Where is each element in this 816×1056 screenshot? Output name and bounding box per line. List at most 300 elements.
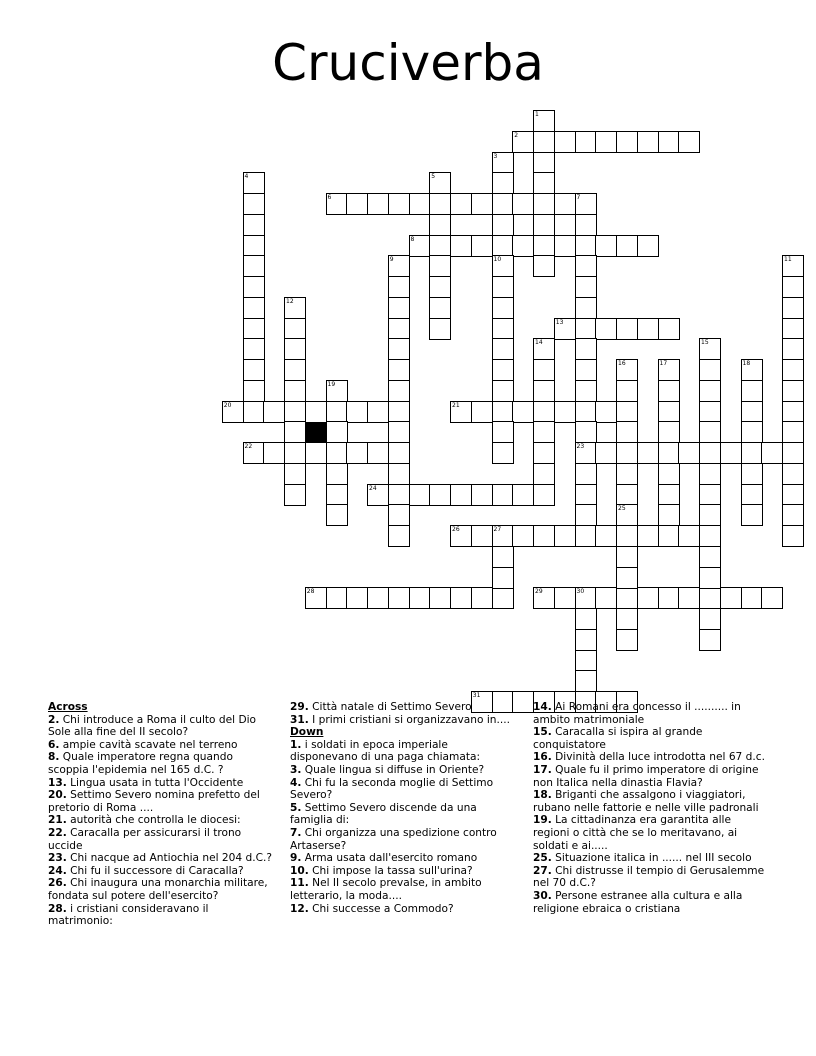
grid-cell[interactable] (388, 504, 410, 526)
grid-cell[interactable] (492, 442, 514, 464)
grid-cell[interactable] (595, 131, 617, 153)
grid-cell[interactable] (575, 338, 597, 360)
clue-number: 1. (290, 738, 302, 751)
grid-cell[interactable] (533, 255, 555, 277)
grid-cell[interactable] (346, 401, 368, 423)
grid-cell[interactable] (450, 235, 472, 257)
grid-cell[interactable] (492, 401, 514, 423)
grid-cell[interactable] (575, 214, 597, 236)
grid-cell[interactable] (533, 172, 555, 194)
grid-cell[interactable] (367, 442, 389, 464)
grid-cell[interactable] (595, 318, 617, 340)
grid-cell[interactable] (367, 193, 389, 215)
grid-cell[interactable] (616, 359, 638, 381)
grid-cell[interactable] (243, 297, 265, 319)
grid-cell[interactable] (699, 463, 721, 485)
grid-cell[interactable] (492, 318, 514, 340)
grid-cell[interactable] (658, 484, 680, 506)
grid-cell[interactable] (512, 401, 534, 423)
grid-cell[interactable] (637, 442, 659, 464)
grid-cell[interactable] (637, 525, 659, 547)
clue-number: 25 (618, 505, 626, 513)
grid-cell[interactable] (492, 255, 514, 277)
grid-cell[interactable] (741, 421, 763, 443)
grid-cell[interactable] (616, 318, 638, 340)
clue-number: 9. (290, 852, 302, 865)
grid-cell[interactable] (616, 442, 638, 464)
grid-cell[interactable] (492, 172, 514, 194)
grid-cell[interactable] (575, 670, 597, 692)
grid-cell[interactable] (616, 131, 638, 153)
grid-cell[interactable] (429, 214, 451, 236)
grid-cell[interactable] (575, 297, 597, 319)
grid-cell[interactable] (637, 318, 659, 340)
grid-cell[interactable] (575, 650, 597, 672)
grid-cell[interactable] (595, 587, 617, 609)
grid-cell[interactable] (263, 442, 285, 464)
grid-cell[interactable] (450, 484, 472, 506)
grid-cell[interactable] (616, 401, 638, 423)
grid-cell[interactable] (284, 380, 306, 402)
grid-cell[interactable] (575, 463, 597, 485)
clue-item (533, 890, 769, 915)
grid-cell[interactable] (492, 546, 514, 568)
clue-number: 3. (290, 763, 302, 776)
grid-cell[interactable] (575, 608, 597, 630)
clue-number: 30. (533, 889, 552, 902)
grid-cell[interactable] (533, 484, 555, 506)
grid-cell[interactable] (699, 587, 721, 609)
clue-number: 14 (535, 339, 543, 347)
grid-cell[interactable] (471, 235, 493, 257)
grid-cell[interactable] (388, 297, 410, 319)
clue-item (533, 764, 769, 789)
grid-cell[interactable] (575, 629, 597, 651)
grid-cell[interactable] (243, 338, 265, 360)
clue-number: 19 (327, 380, 336, 388)
clue-number: 29 (535, 588, 543, 596)
grid-cell[interactable] (616, 629, 638, 651)
grid-cell[interactable] (616, 463, 638, 485)
grid-cell[interactable] (471, 401, 493, 423)
grid-cell[interactable] (367, 587, 389, 609)
grid-cell[interactable] (305, 442, 327, 464)
grid-cell[interactable] (782, 318, 804, 340)
grid-cell[interactable] (388, 359, 410, 381)
grid-cell[interactable] (575, 318, 597, 340)
grid-cell[interactable] (699, 442, 721, 464)
clue-number: 6 (327, 194, 332, 201)
grid-cell[interactable] (284, 338, 306, 360)
grid-cell[interactable] (761, 587, 783, 609)
grid-cell[interactable] (616, 525, 638, 547)
grid-cell[interactable] (782, 525, 804, 547)
clue-number: 21 (452, 401, 460, 409)
grid-cell[interactable] (243, 276, 265, 298)
grid-cell[interactable] (637, 235, 659, 257)
grid-cell[interactable] (782, 401, 804, 423)
grid-cell[interactable] (554, 587, 576, 609)
grid-cell[interactable] (575, 255, 597, 277)
grid-cell[interactable] (741, 442, 763, 464)
clue-number: 11. (290, 877, 309, 890)
grid-cell[interactable] (699, 629, 721, 651)
grid-cell[interactable] (554, 401, 576, 423)
clue-number: 26. (48, 877, 67, 890)
grid-cell[interactable] (782, 484, 804, 506)
grid-cell[interactable] (450, 587, 472, 609)
grid-cell[interactable] (512, 193, 534, 215)
grid-cell[interactable] (243, 380, 265, 402)
grid-cell[interactable] (658, 504, 680, 526)
grid-cell[interactable] (575, 587, 597, 609)
clue-number: 31 (472, 692, 481, 699)
grid-cell[interactable] (554, 235, 576, 257)
grid-cell[interactable] (512, 131, 534, 153)
grid-cell[interactable] (699, 380, 721, 402)
clue-text: Caracalla si ispira al grande conquistatore (533, 726, 703, 751)
clue-text: autorità che controlla le diocesi: (66, 814, 241, 827)
clue-item (48, 877, 276, 902)
grid-cell[interactable] (699, 484, 721, 506)
grid-cell[interactable] (388, 380, 410, 402)
grid-cell[interactable] (533, 110, 555, 132)
grid-cell[interactable] (429, 587, 451, 609)
grid-cell[interactable] (699, 401, 721, 423)
clue-item (290, 852, 518, 865)
grid-cell[interactable] (575, 380, 597, 402)
grid-cell[interactable] (616, 484, 638, 506)
grid-cell[interactable] (409, 587, 431, 609)
grid-cell[interactable] (533, 463, 555, 485)
grid-cell[interactable] (429, 276, 451, 298)
grid-cell[interactable] (616, 608, 638, 630)
grid-cell[interactable] (326, 463, 348, 485)
grid-cell[interactable] (554, 131, 576, 153)
grid-cell[interactable] (699, 359, 721, 381)
grid-cell[interactable] (284, 421, 306, 443)
grid-cell[interactable] (243, 255, 265, 277)
grid-cell[interactable] (243, 442, 265, 464)
grid-cell[interactable] (533, 380, 555, 402)
grid-cell[interactable] (388, 193, 410, 215)
grid-cell[interactable] (782, 421, 804, 443)
grid-cell[interactable] (492, 235, 514, 257)
grid-cell[interactable] (658, 463, 680, 485)
grid-cell[interactable] (388, 484, 410, 506)
grid-cell[interactable] (782, 359, 804, 381)
grid-cell[interactable] (782, 463, 804, 485)
grid-cell[interactable] (512, 235, 534, 257)
clue-item (290, 865, 518, 878)
grid-cell[interactable] (429, 255, 451, 277)
grid-cell[interactable] (305, 587, 327, 609)
grid-cell[interactable] (367, 484, 389, 506)
grid-cell[interactable] (533, 235, 555, 257)
grid-cell[interactable] (782, 442, 804, 464)
grid-cell[interactable] (284, 359, 306, 381)
grid-cell[interactable] (263, 401, 285, 423)
clue-item (48, 789, 276, 814)
grid-cell[interactable] (450, 193, 472, 215)
grid-cell[interactable] (678, 442, 700, 464)
grid-cell[interactable] (720, 587, 742, 609)
grid-cell[interactable] (492, 338, 514, 360)
grid-cell[interactable] (471, 193, 493, 215)
grid-cell[interactable] (346, 587, 368, 609)
grid-cell[interactable] (471, 587, 493, 609)
grid-cell[interactable] (782, 276, 804, 298)
grid-cell[interactable] (450, 401, 472, 423)
grid-cell[interactable] (741, 401, 763, 423)
grid-cell[interactable] (575, 235, 597, 257)
clue-item (290, 877, 518, 902)
grid-cell[interactable] (595, 235, 617, 257)
grid-cell[interactable] (388, 401, 410, 423)
grid-cell[interactable] (678, 525, 700, 547)
grid-cell[interactable] (243, 214, 265, 236)
grid-cell[interactable] (367, 401, 389, 423)
grid-cell[interactable] (658, 131, 680, 153)
clue-text: Chi inaugura una monarchia militare, fondata sul potere dell'esercito? (48, 877, 268, 902)
grid-cell[interactable] (699, 567, 721, 589)
clue-text: Divinità della luce introdotta nel 67 d.c. (551, 751, 765, 764)
grid-cell[interactable] (492, 525, 514, 547)
grid-cell[interactable] (492, 359, 514, 381)
grid-cell[interactable] (512, 525, 534, 547)
grid-cell[interactable] (533, 131, 555, 153)
grid-cell[interactable] (388, 525, 410, 547)
grid-cell[interactable] (284, 484, 306, 506)
grid-cell[interactable] (388, 463, 410, 485)
grid-cell[interactable] (741, 484, 763, 506)
grid-cell[interactable] (575, 401, 597, 423)
clue-number: 5. (290, 801, 302, 814)
clue-item (48, 814, 276, 827)
grid-cell[interactable] (471, 525, 493, 547)
grid-cell[interactable] (699, 504, 721, 526)
grid-cell[interactable] (616, 567, 638, 589)
clue-text: Città natale di Settimo Severo (308, 701, 472, 713)
grid-cell[interactable] (326, 380, 348, 402)
grid-cell[interactable] (429, 297, 451, 319)
grid-cell[interactable] (284, 318, 306, 340)
grid-cell[interactable] (533, 525, 555, 547)
grid-cell[interactable] (575, 421, 597, 443)
grid-cell[interactable] (533, 193, 555, 215)
grid-cell[interactable] (326, 401, 348, 423)
grid-cell[interactable] (243, 318, 265, 340)
clue-number: 12 (286, 297, 294, 305)
grid-cell[interactable] (741, 380, 763, 402)
grid-cell[interactable] (575, 131, 597, 153)
grid-cell[interactable] (658, 421, 680, 443)
clue-text: Briganti che assalgono i viaggiatori, rubano nelle fattorie e nelle ville padronali (533, 789, 759, 814)
grid-cell[interactable] (326, 442, 348, 464)
grid-cell[interactable] (699, 525, 721, 547)
grid-cell[interactable] (575, 504, 597, 526)
clue-text: Caracalla per assicurarsi il trono uccide (48, 826, 242, 852)
grid-cell[interactable] (326, 504, 348, 526)
grid-cell[interactable] (388, 255, 410, 277)
grid-cell[interactable] (658, 525, 680, 547)
clue-number: 10. (290, 864, 309, 877)
grid-cell[interactable] (658, 318, 680, 340)
grid-cell[interactable] (388, 338, 410, 360)
grid-cell[interactable] (388, 442, 410, 464)
grid-cell[interactable] (782, 255, 804, 277)
grid-cell[interactable] (533, 401, 555, 423)
grid-cell[interactable] (284, 401, 306, 423)
grid-cell[interactable] (492, 421, 514, 443)
grid-cell[interactable] (782, 338, 804, 360)
grid-cell[interactable] (450, 525, 472, 547)
grid-cell[interactable] (243, 359, 265, 381)
grid-cell[interactable] (616, 587, 638, 609)
grid-cell[interactable] (782, 297, 804, 319)
grid-cell[interactable] (616, 421, 638, 443)
grid-cell[interactable] (326, 193, 348, 215)
clue-item (48, 903, 276, 928)
grid-cell[interactable] (678, 131, 700, 153)
grid-cell[interactable] (720, 442, 742, 464)
grid-cell[interactable] (243, 235, 265, 257)
grid-cell[interactable] (761, 442, 783, 464)
grid-cell[interactable] (699, 608, 721, 630)
grid-cell[interactable] (554, 525, 576, 547)
grid-cell[interactable] (243, 172, 265, 194)
grid-cell[interactable] (284, 442, 306, 464)
grid-cell[interactable] (533, 421, 555, 443)
grid-cell[interactable] (429, 484, 451, 506)
grid-cell[interactable] (658, 587, 680, 609)
grid-cell[interactable] (699, 546, 721, 568)
clue-number: 17. (533, 763, 552, 776)
grid-cell[interactable] (326, 587, 348, 609)
grid-cell[interactable] (492, 152, 514, 174)
grid-cell[interactable] (409, 484, 431, 506)
grid-cell[interactable] (492, 380, 514, 402)
grid-cell[interactable] (533, 442, 555, 464)
grid-cell[interactable] (595, 525, 617, 547)
grid-cell[interactable] (533, 152, 555, 174)
grid-cell[interactable] (575, 276, 597, 298)
grid-cell[interactable] (741, 504, 763, 526)
clue-number: 7. (290, 826, 302, 839)
grid-cell[interactable] (554, 193, 576, 215)
grid-cell[interactable] (388, 421, 410, 443)
grid-cell[interactable] (658, 442, 680, 464)
grid-cell[interactable] (575, 525, 597, 547)
grid-cell[interactable] (243, 193, 265, 215)
grid-cell[interactable] (575, 359, 597, 381)
grid-cell[interactable] (616, 235, 638, 257)
grid-cell[interactable] (429, 318, 451, 340)
grid-cell[interactable] (658, 359, 680, 381)
grid-cell[interactable] (512, 484, 534, 506)
grid-cell[interactable] (326, 484, 348, 506)
grid-cell[interactable] (429, 193, 451, 215)
grid-cell[interactable] (492, 484, 514, 506)
grid-cell[interactable] (388, 587, 410, 609)
grid-cell[interactable] (492, 567, 514, 589)
clue-number: 13. (48, 776, 67, 789)
grid-cell[interactable] (678, 587, 700, 609)
grid-cell[interactable] (492, 297, 514, 319)
grid-cell[interactable] (222, 401, 244, 423)
grid-cell[interactable] (429, 172, 451, 194)
grid-cell[interactable] (284, 463, 306, 485)
clue-number: 4 (244, 173, 249, 181)
clue-number: 3 (493, 152, 498, 160)
grid-cell[interactable] (616, 380, 638, 402)
grid-cell[interactable] (741, 463, 763, 485)
grid-cell[interactable] (658, 380, 680, 402)
grid-cell[interactable] (326, 421, 348, 443)
grid-cell[interactable] (575, 484, 597, 506)
grid-cell[interactable] (554, 318, 576, 340)
grid-cell[interactable] (782, 504, 804, 526)
grid-cell[interactable] (388, 276, 410, 298)
grid-cell[interactable] (533, 359, 555, 381)
clue-number: 10 (493, 256, 502, 264)
grid-cell[interactable] (533, 214, 555, 236)
grid-cell[interactable] (429, 235, 451, 257)
clue-number: 13 (555, 318, 564, 326)
grid-cell[interactable] (471, 484, 493, 506)
grid-cell[interactable] (409, 193, 431, 215)
grid-cell[interactable] (492, 193, 514, 215)
grid-cell[interactable] (575, 193, 597, 215)
clue-item (533, 852, 769, 865)
grid-cell[interactable] (346, 193, 368, 215)
grid-cell[interactable] (741, 587, 763, 609)
grid-cell[interactable] (305, 401, 327, 423)
grid-cell[interactable] (637, 587, 659, 609)
clue-number: 30 (576, 588, 585, 596)
clues-column-3 (533, 701, 769, 915)
clue-number: 2 (514, 131, 519, 139)
grid-cell[interactable] (284, 297, 306, 319)
grid-cell[interactable] (492, 276, 514, 298)
grid-cell[interactable] (492, 214, 514, 236)
grid-cell[interactable] (533, 338, 555, 360)
grid-cell[interactable] (533, 587, 555, 609)
clue-number: 15 (701, 339, 709, 347)
grid-cell[interactable] (616, 546, 638, 568)
clue-item (290, 903, 518, 916)
grid-cell[interactable] (699, 421, 721, 443)
grid-cell[interactable] (346, 442, 368, 464)
clue-number: 22. (48, 826, 67, 839)
grid-cell[interactable] (595, 401, 617, 423)
grid-cell[interactable] (388, 318, 410, 340)
grid-cell[interactable] (658, 401, 680, 423)
grid-cell[interactable] (575, 442, 597, 464)
grid-cell[interactable] (782, 380, 804, 402)
grid-cell[interactable] (409, 235, 431, 257)
grid-cell[interactable] (492, 587, 514, 609)
grid-cell[interactable] (243, 401, 265, 423)
grid-cell[interactable] (741, 359, 763, 381)
clue-number: 15. (533, 726, 552, 739)
grid-cell[interactable] (595, 442, 617, 464)
clue-item (533, 789, 769, 814)
grid-cell[interactable] (699, 338, 721, 360)
grid-cell[interactable] (637, 131, 659, 153)
grid-cell[interactable] (616, 504, 638, 526)
clue-text: Chi impose la tassa sull'urina? (308, 864, 473, 877)
